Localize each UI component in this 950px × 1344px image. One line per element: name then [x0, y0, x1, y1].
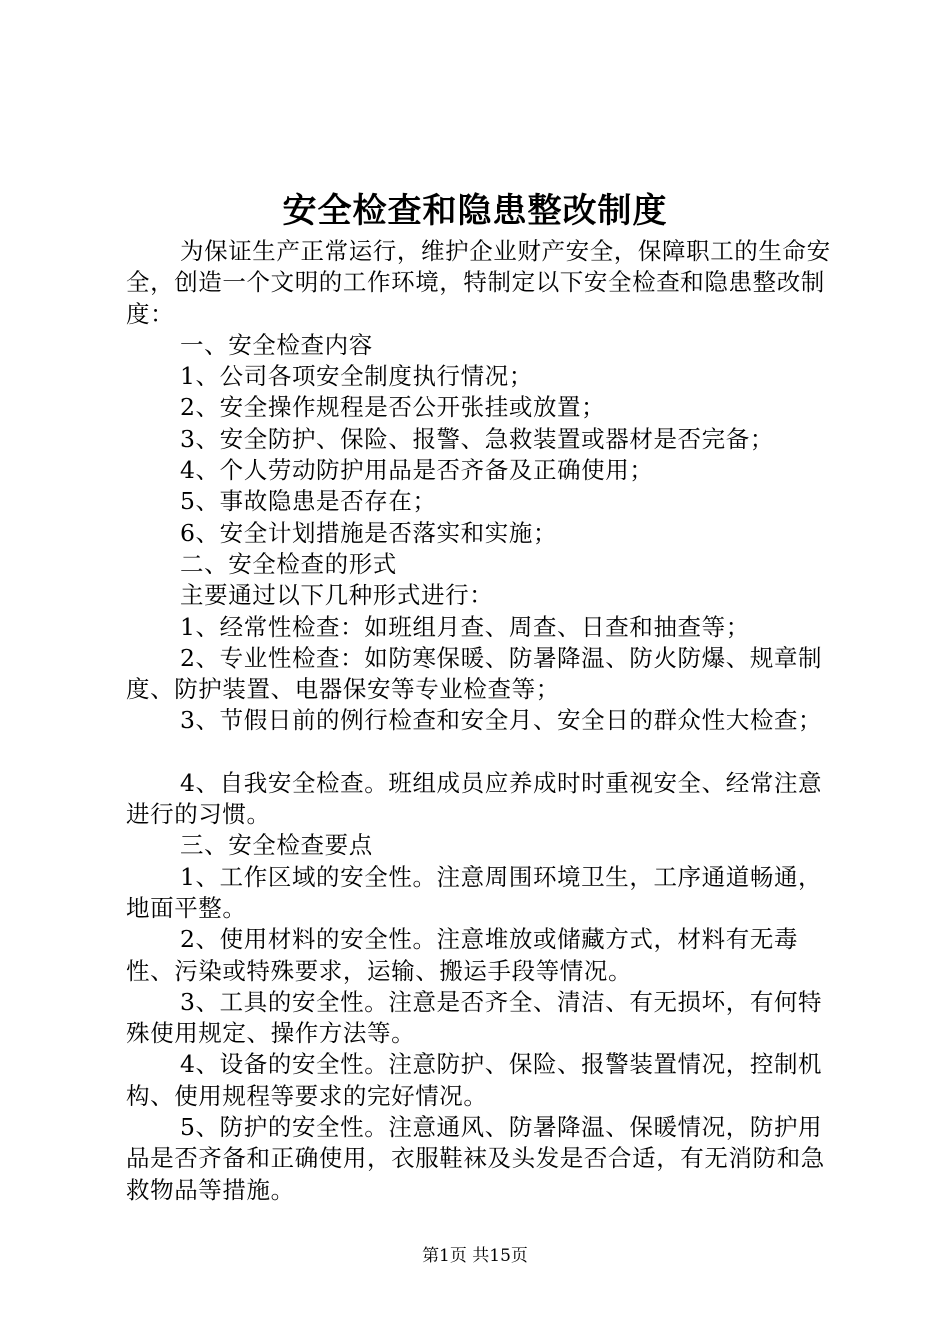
section-heading-1: 一、安全检查内容 — [180, 330, 373, 359]
blank-line — [126, 737, 836, 768]
list-item: 3、工具的安全性。注意是否齐全、清洁、有无损坏，有何特殊使用规定、操作方法等。 — [126, 987, 823, 1048]
list-item: 2、专业性检查：如防寒保暖、防暑降温、防火防爆、规章制度、防护装置、电器保安等专业检查等； — [126, 643, 823, 704]
list-item: 3、节假日前的例行检查和安全月、安全日的群众性大检查； — [180, 706, 823, 735]
list-item: 3、安全防护、保险、报警、急救装置或器材是否完备； — [180, 424, 774, 453]
document-title: 安全检查和隐患整改制度 — [282, 191, 668, 231]
document-body — [126, 236, 836, 1206]
list-item: 4、自我安全检查。班组成员应养成时时重视安全、经常注意进行的习惯。 — [126, 768, 823, 829]
list-item: 6、安全计划措施是否落实和实施； — [180, 518, 558, 547]
list-item: 1、公司各项安全制度执行情况； — [180, 362, 533, 391]
intro-paragraph: 为保证生产正常运行，维护企业财产安全，保障职工的生命安全，创造一个文明的工作环境，特制定以下安全检查和隐患整改制度： — [126, 237, 831, 328]
section-heading-2: 二、安全检查的形式 — [180, 549, 397, 578]
section-heading-3: 三、安全检查要点 — [180, 831, 373, 860]
list-item: 2、使用材料的安全性。注意堆放或储藏方式，材料有无毒性、污染或特殊要求，运输、搬运手段等情况。 — [126, 925, 799, 985]
list-item: 5、事故隐患是否存在； — [180, 487, 437, 516]
list-item: 4、个人劳动防护用品是否齐备及正确使用； — [180, 456, 654, 485]
page-footer: 第1页 共15页 — [422, 1246, 528, 1266]
section-intro: 主要通过以下几种形式进行： — [180, 581, 494, 610]
list-item: 1、工作区域的安全性。注意周围环境卫生，工序通道畅通，地面平整。 — [126, 862, 823, 922]
list-item: 1、经常性检查：如班组月查、周查、日查和抽查等； — [180, 612, 750, 641]
list-item: 5、防护的安全性。注意通风、防暑降温、保暖情况，防护用品是否齐备和正确使用，衣服鞋袜及头发是否合适，有无消防和急救物品等措施。 — [126, 1113, 825, 1204]
list-item: 4、设备的安全性。注意防护、保险、报警装置情况，控制机构、使用规程等要求的完好情况。 — [126, 1050, 823, 1110]
list-item: 2、安全操作规程是否公开张挂或放置； — [180, 393, 606, 422]
